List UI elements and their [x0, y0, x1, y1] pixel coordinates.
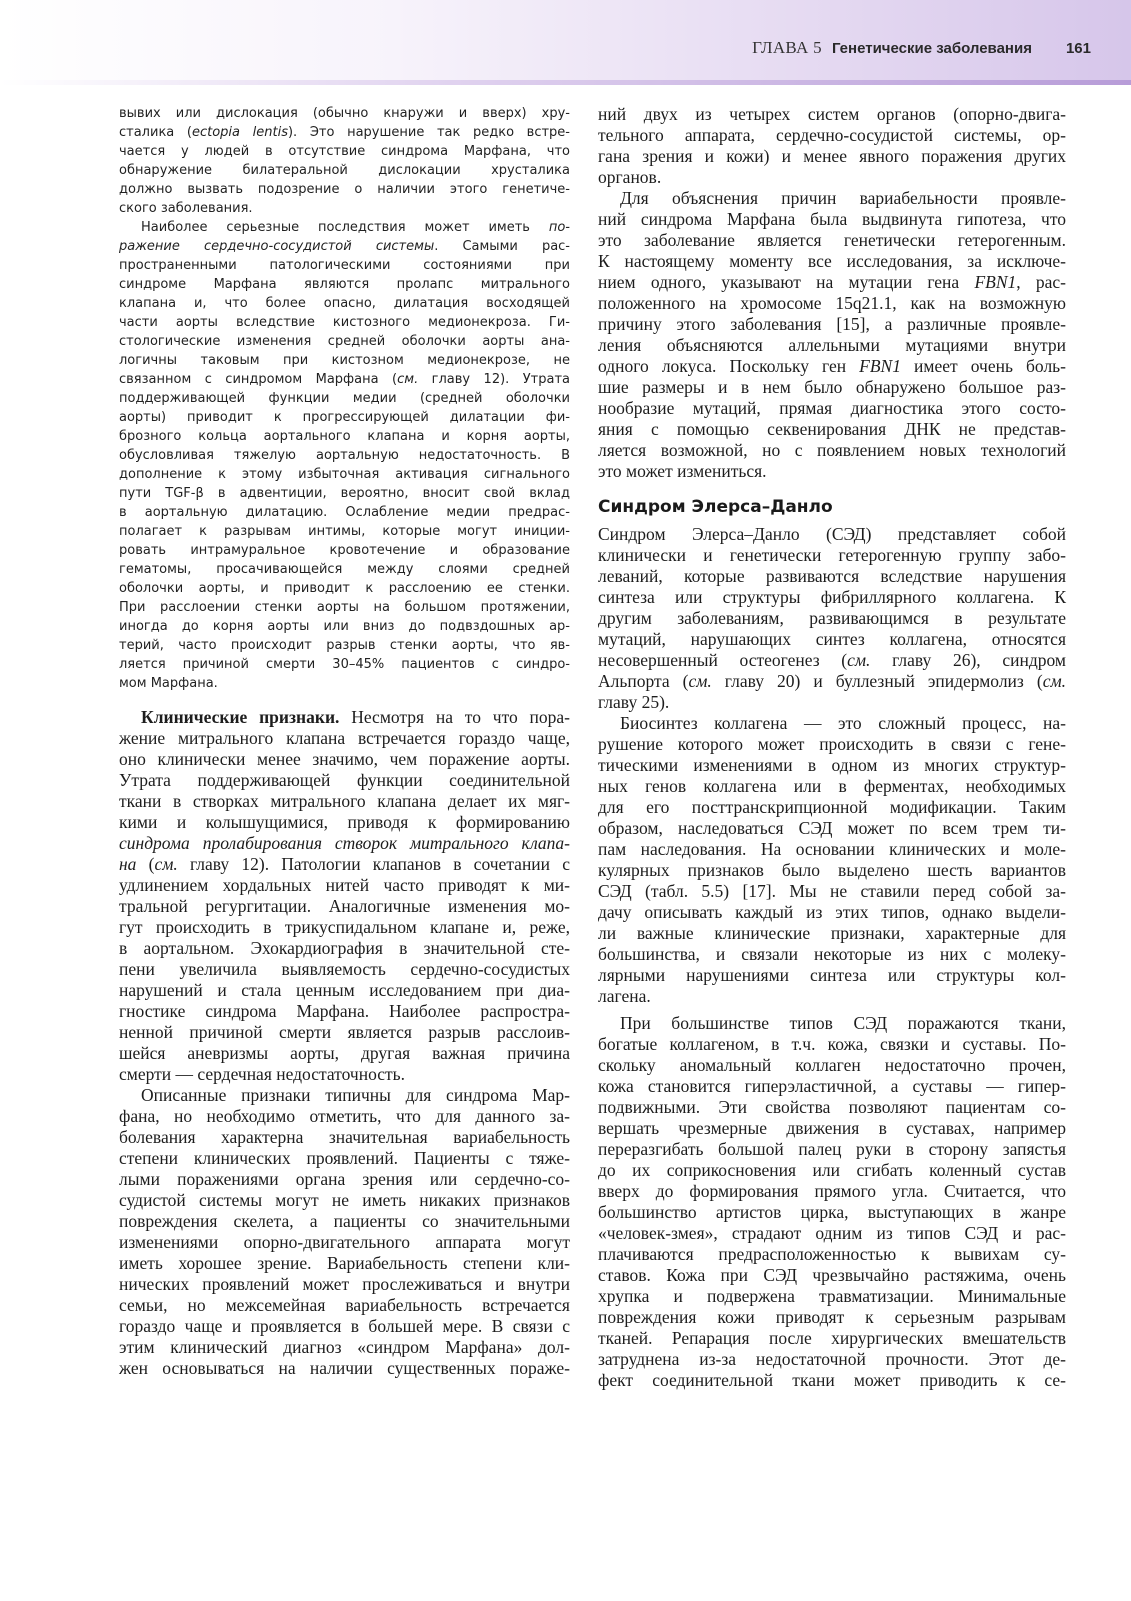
- text-line: семьи, но межсемейная вариабельность встречается: [119, 1295, 570, 1315]
- text-line: пространенными патологическими состояниями при: [119, 258, 570, 273]
- text-line: для его посттранскрипционной модификации. Таким: [598, 797, 1066, 817]
- paragraph: [598, 524, 1066, 713]
- text-line: шейся аневризмы аорты, другая важная причина: [119, 1043, 570, 1063]
- text-line: подвижными. Эти свойства позволяют пациентам со-: [598, 1097, 1066, 1117]
- text-line: другим заболеваниям, развивающимся в результате: [598, 608, 1066, 628]
- text-line: «человек-змея», страдают одним из типов СЭД и рас-: [598, 1223, 1066, 1243]
- text-line: это может измениться.: [598, 461, 767, 481]
- text-line: тельного аппарата, сердечно-сосудистой системы, ор-: [598, 125, 1066, 145]
- text-line: поддерживающей функции медии (средней оболочки: [119, 391, 570, 406]
- text-line: степени клинических проявлений. Пациенты с тяже-: [119, 1148, 570, 1168]
- text-line: мутаций, нарушающих синтез коллагена, относятся: [598, 629, 1066, 649]
- text-line: гут происходить в трикуспидальном клапане и, реже,: [119, 917, 570, 937]
- text-line: причину этого заболевания [15], а различные проявле-: [598, 314, 1066, 334]
- text-line: синдроме Марфана являются пролапс митрального: [119, 277, 570, 292]
- text-line: К настоящему моменту все исследования, за исключе-: [598, 251, 1066, 271]
- paragraph: [598, 104, 1066, 188]
- text-line: лярными нарушениями синтеза или структуры кол-: [598, 965, 1066, 985]
- text-line: большинство артистов цирка, выступающих в жанре: [598, 1202, 1066, 1222]
- text-line: рушение которого может происходить в связи с гене-: [598, 734, 1066, 754]
- text-line: терий, часто происходит разрыв стенки аорты, что яв-: [119, 638, 570, 653]
- header-rule: [0, 80, 1131, 85]
- text-line: лагена.: [598, 986, 651, 1006]
- text-line: в аортальном. Эхокардиография в значительной сте-: [119, 938, 570, 958]
- text-line: Утрата поддерживающей функции соединительной: [119, 770, 570, 790]
- serif-text-block: [119, 707, 570, 1379]
- paragraph: [119, 218, 570, 693]
- text-line: судистой системы могут не иметь никаких признаков: [119, 1190, 570, 1210]
- text-line: повреждения кожи приводят к серьезным разрывам: [598, 1307, 1066, 1327]
- text-line: ровать интрамуральное кровотечение и образование: [119, 543, 570, 558]
- text-line: шие размеры и в нем было обнаружено большое раз-: [598, 377, 1066, 397]
- text-line: в аортальную дилатацию. Ослабление медии предрас-: [119, 505, 570, 520]
- text-line: ставов. Кожа при СЭД чрезвычайно растяжима, очень: [598, 1265, 1066, 1285]
- text-line: иметь хорошее зрение. Вариабельность степени кли-: [119, 1253, 570, 1273]
- text-line: одного локуса. Поскольку ген FBN1 имеет очень боль-: [598, 356, 1066, 376]
- text-line: брозного кольца аортального клапана и корня аорты,: [119, 429, 570, 444]
- text-line: гематомы, просачивающейся между слоями средней: [119, 562, 570, 577]
- text-line: Клинические признаки. Несмотря на то что пора-: [141, 707, 570, 727]
- text-line: кожа становится гиперэластичной, а суставы — гипер-: [598, 1076, 1066, 1096]
- text-line: тральной регургитации. Аналогичные изменения мо-: [119, 896, 570, 916]
- text-line: фект соединительной ткани может приводить к се-: [598, 1370, 1066, 1390]
- text-line: богатые коллагеном, в т.ч. кожа, связки и суставы. По-: [598, 1034, 1066, 1054]
- text-line: ний двух из четырех систем органов (опорно-двига-: [598, 104, 1066, 124]
- text-line: обнаружение билатеральной дислокации хрусталика: [119, 163, 570, 178]
- text-line: скольку аномальный коллаген недостаточно прочен,: [598, 1055, 1066, 1075]
- text-line: яния с помощью секвенирования ДНК не представ-: [598, 419, 1066, 439]
- text-line: Описанные признаки типичны для синдрома Мар-: [141, 1085, 570, 1105]
- text-line: полагает к разрывам интимы, которые могут иниции-: [119, 524, 570, 539]
- text-line: плачиваются предрасположенностью к вывихам су-: [598, 1244, 1066, 1264]
- text-line: изменениями опорно-двигательного аппарата могут: [119, 1232, 570, 1252]
- text-line: пам наследования. На основании клинических и моле-: [598, 839, 1066, 859]
- section-heading: Синдром Элерса–Данло: [598, 497, 833, 517]
- text-line: ского заболевания.: [119, 201, 253, 216]
- text-line: вверх до формирования прямого угла. Считается, что: [598, 1181, 1066, 1201]
- text-line: леваний, которые развиваются вследствие нарушения: [598, 566, 1066, 586]
- text-line: должно вызвать подозрение о наличии этого генетиче-: [119, 182, 570, 197]
- text-line: ражение сердечно-сосудистой системы. Самыми рас-: [119, 239, 570, 254]
- text-line: органов.: [598, 167, 662, 187]
- text-line: аорты) приводит к прогрессирующей дилатации фи-: [119, 410, 570, 425]
- paragraph: [598, 1013, 1066, 1391]
- text-line: дачу описывать каждый из этих типов, однако выдели-: [598, 902, 1066, 922]
- text-line: Биосинтез коллагена — это сложный процесс, на-: [620, 713, 1066, 733]
- running-head: [752, 38, 1091, 62]
- text-line: на (см. главу 12). Патологии клапанов в сочетании с: [119, 854, 571, 874]
- paragraph: [598, 713, 1066, 1007]
- text-line: При расслоении стенки аорты на большом протяжении,: [119, 600, 570, 615]
- text-line: пени увеличила выявляемость сердечно-сосудистых: [119, 959, 570, 979]
- paragraph: [598, 188, 1066, 482]
- text-line: болевания характерна значительная вариабельность: [119, 1127, 570, 1147]
- chapter-label: ГЛАВА 5: [752, 38, 822, 57]
- text-line: иногда до корня аорты или вниз до подвздошных ар-: [119, 619, 570, 634]
- text-line: дополнение к этому избыточная активация сигнального: [119, 467, 570, 482]
- text-line: вывих или дислокация (обычно кнаружи и вверх) хру-: [119, 106, 570, 121]
- text-line: оно клинически менее значимо, чем поражение аорты.: [119, 749, 570, 769]
- text-line: жение митрального клапана встречается гораздо чаще,: [119, 728, 570, 748]
- text-line: ненной причиной смерти является разрыв расслоив-: [119, 1022, 570, 1042]
- right-column: [598, 104, 1066, 1391]
- text-line: пути TGF-β в адвентиции, вероятно, вносит свой вклад: [119, 486, 570, 501]
- text-line: ных генов коллагена или в ферментах, необходимых: [598, 776, 1066, 796]
- text-line: большинства, и связали некоторые из них с молеку-: [598, 944, 1066, 964]
- text-line: кими и колышущимися, приводя к формированию: [119, 812, 570, 832]
- text-line: ний синдрома Марфана была выдвинута гипотеза, что: [598, 209, 1066, 229]
- text-line: гана зрения и кожи) и менее явного поражения других: [598, 146, 1066, 166]
- text-line: нарушений и стала ценным исследованием при диа-: [119, 980, 570, 1000]
- text-line: тическими изменениями в одном из многих структур-: [598, 755, 1066, 775]
- text-line: обусловливая тяжелую аортальную недостаточность. В: [119, 448, 570, 463]
- text-line: затруднена из-за недостаточной прочности. Этот де-: [598, 1349, 1066, 1369]
- text-line: повреждения скелета, а пациенты со значительными: [119, 1211, 570, 1231]
- text-line: синдрома пролабирования створок митрального клапа-: [119, 833, 570, 853]
- text-line: смерти — сердечная недостаточность.: [119, 1064, 406, 1084]
- text-line: фана, но необходимо отметить, что для данного за-: [119, 1106, 570, 1126]
- text-line: клапана и, что более опасно, дилатация восходящей: [119, 296, 570, 311]
- text-line: СЭД (табл. 5.5) [17]. Мы не ставили перед собой за-: [598, 881, 1066, 901]
- text-line: Синдром Элерса–Данло (СЭД) представляет собой: [598, 524, 1066, 544]
- text-line: нием одного, указывают на мутации гена FBN1, рас-: [598, 272, 1066, 292]
- text-line: стологические изменения средней оболочки аорты ана-: [119, 334, 570, 349]
- text-line: ткани в створках митрального клапана делает их мяг-: [119, 791, 570, 811]
- text-line: гораздо чаще и проявляется в большей мере. В связи с: [119, 1316, 570, 1336]
- page-number: 161: [1065, 40, 1091, 57]
- text-line: Наиболее серьезные последствия может иметь по-: [141, 220, 570, 235]
- text-line: ляется возможной, но с появлением новых технологий: [598, 440, 1066, 460]
- text-line: чается у людей в отсутствие синдрома Марфана, что: [119, 144, 570, 159]
- text-line: хрупка и подвержена травматизации. Минимальные: [598, 1286, 1066, 1306]
- text-line: это заболевание является генетически гетерогенным.: [598, 230, 1066, 250]
- text-line: кулярных признаков было выделено шесть вариантов: [598, 860, 1066, 880]
- text-line: части аорты вследствие кистозного медионекроза. Ги-: [119, 315, 570, 330]
- text-line: ли важные клинические признаки, характерные для: [598, 923, 1066, 943]
- text-line: клинически и генетически гетерогенную группу забо-: [598, 545, 1066, 565]
- text-line: несовершенный остеогенез (см. главу 26), синдром: [598, 650, 1066, 670]
- text-line: удлинением хордальных нитей часто приводят к ми-: [119, 875, 570, 895]
- text-line: связанном с синдромом Марфана (см. главу 12). Утрата: [119, 372, 570, 387]
- text-line: ляется причиной смерти 30–45% пациентов с синдро-: [119, 657, 570, 672]
- text-line: тканей. Репарация после хирургических вмешательств: [598, 1328, 1066, 1348]
- text-line: Альпорта (см. главу 20) и буллезный эпидермолиз (см.: [598, 671, 1066, 691]
- text-line: жен основываться на наличии существенных пораже-: [119, 1358, 570, 1378]
- text-line: до их соприкосновения или сгибать коленный сустав: [598, 1160, 1066, 1180]
- text-line: вершать чрезмерные движения в суставах, например: [598, 1118, 1066, 1138]
- text-line: лыми поражениями органа зрения или сердечно-со-: [119, 1169, 570, 1189]
- text-line: ления объясняются аллельными мутациями внутри: [598, 335, 1066, 355]
- text-line: нических проявлений может прослеживаться и внутри: [119, 1274, 570, 1294]
- paragraph: [119, 1085, 570, 1379]
- text-line: Для объяснения причин вариабельности проявле-: [620, 188, 1066, 208]
- text-line: оболочки аорты, и приводит к расслоению ее стенки.: [119, 581, 570, 596]
- text-line: главу 25).: [598, 692, 670, 712]
- text-line: образом, наследоваться СЭД может по всем трем ти-: [598, 818, 1066, 838]
- text-line: положенного на хромосоме 15q21.1, как на возможную: [598, 293, 1066, 313]
- left-column: [119, 104, 570, 1379]
- text-line: мом Марфана.: [119, 676, 218, 691]
- text-line: синтеза или структуры фибриллярного коллагена. К: [598, 587, 1066, 607]
- text-line: гностике синдрома Марфана. Наиболее распростра-: [119, 1001, 570, 1021]
- chapter-title: Генетические заболевания: [831, 40, 1032, 57]
- text-line: сталика (ectopia lentis). Это нарушение так редко встре-: [119, 125, 570, 140]
- paragraph-clinical-signs: [119, 707, 570, 1085]
- sans-text-block: [119, 104, 570, 693]
- text-line: логичны таковым при кистозном медионекрозе, не: [119, 353, 570, 368]
- text-line: переразгибать большой палец руки в сторону запястья: [598, 1139, 1066, 1159]
- paragraph: [119, 104, 570, 218]
- text-line: этим клинический диагноз «синдром Марфана» дол-: [119, 1337, 570, 1357]
- text-line: При большинстве типов СЭД поражаются ткани,: [620, 1013, 1066, 1033]
- text-line: нообразие мутаций, прямая диагностика этого состо-: [598, 398, 1066, 418]
